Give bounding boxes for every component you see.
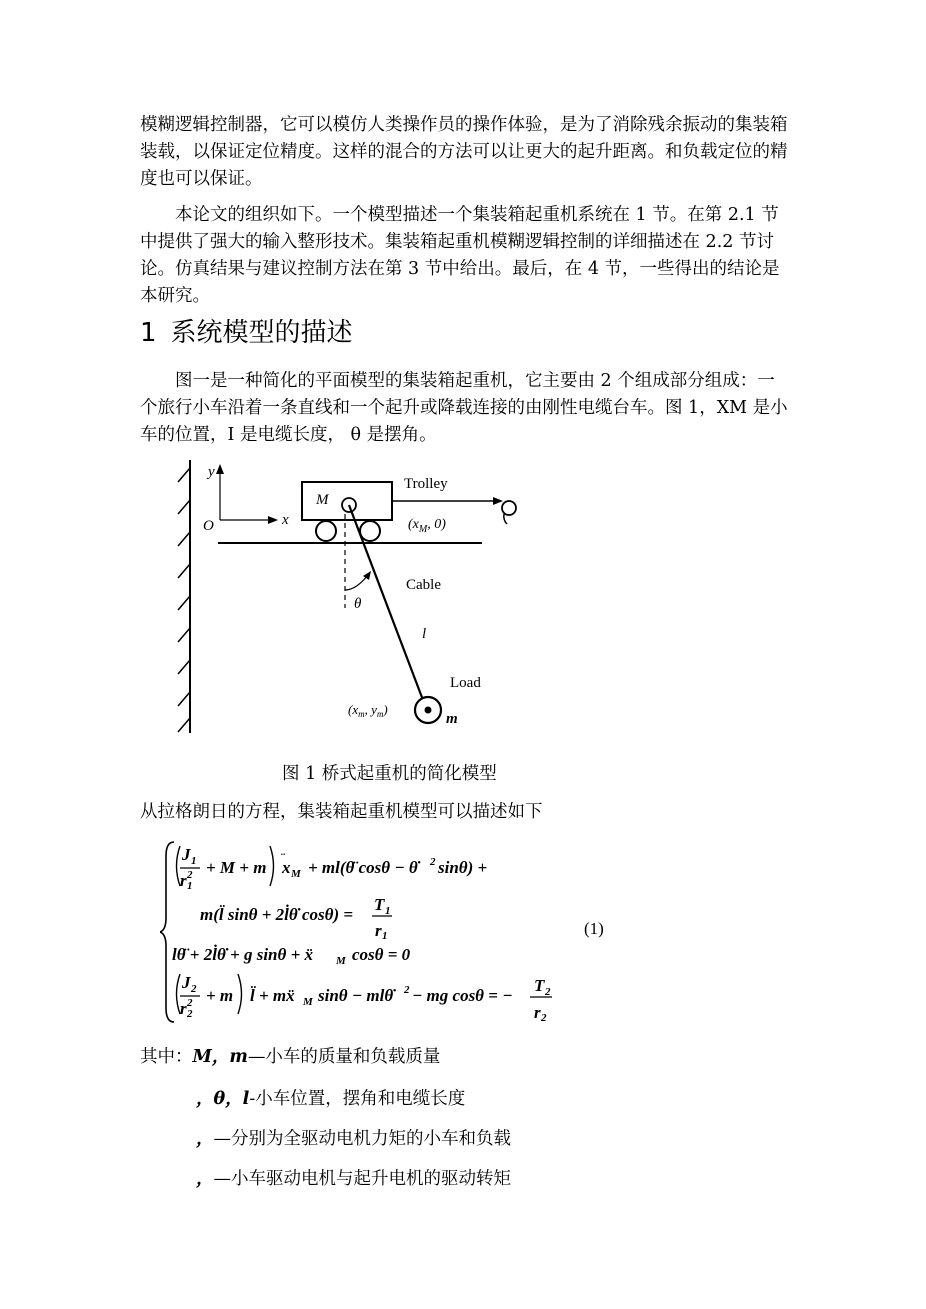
svg-text:T: T [374,895,385,914]
svg-text:cosθ = 0: cosθ = 0 [352,945,411,964]
svg-text:2: 2 [404,984,410,996]
svg-text:r: r [180,871,187,890]
definition-text: -小车位置，摆角和电缆长度 [249,1089,466,1109]
origin-label: O [203,518,214,534]
definition-row-torques [196,1165,511,1190]
definition-text: —分别为全驱动电机力矩的小车和负载 [213,1129,511,1149]
load-center [425,707,432,714]
svg-text:2: 2 [187,869,193,881]
svg-text:2: 2 [430,856,436,868]
svg-text:̈ [281,853,285,856]
theta-label: θ [354,596,362,612]
definition-row-masses [140,1043,440,1068]
svg-text:r: r [375,921,382,940]
svg-text:l̈ + mẍ: l̈ + mẍ [250,986,295,1005]
definition-symbols: ， [196,1169,214,1189]
svg-text:m(l̈ sinθ + 2l̇θ̇ cosθ) =: m(l̈ sinθ + 2l̇θ̇ cosθ) = [200,905,354,924]
load-mass-label: m [446,711,458,727]
svg-text:sinθ − mlθ̇: sinθ − mlθ̇ [318,986,394,1005]
theta-arc [345,575,368,590]
svg-text:+ m: + m [206,986,234,1005]
equation-intro: 从拉格朗日的方程，集装箱起重机模型可以描述如下 [140,802,543,822]
equation-number: (1) [584,919,604,938]
section-heading [140,312,353,349]
definition-prefix: 其中： [140,1047,193,1067]
svg-text:− mg cosθ = −: − mg cosθ = − [412,986,513,1005]
svg-text:2: 2 [545,986,551,998]
trolley-wheel-right [360,521,380,541]
svg-text:M: M [303,996,313,1008]
svg-text:2: 2 [191,983,197,995]
trolley-label: Trolley [404,476,448,492]
paragraph-intro: 模糊逻辑控制器，它可以模仿人类操作员的操作体验，是为了消除残余振动的集装箱装载，以保证定位精度。这样的混合的方法可以让更大的起升距离。和负载定位的精度也可以保证。 [140,115,788,189]
svg-text:1: 1 [385,905,391,917]
paragraph-organization: 本论文的组织如下。一个模型描述一个集装箱起重机系统在 1 节。在第 2.1 节中提供了强大的输入整形技术。集装箱起重机模糊逻辑控制的详细描述在 2.2 节讨论。仿真结果与建议控制方法在第 3 节中给出。最后，在 4 节，一些得出的结论是本研究。 [140,205,780,306]
svg-text:2: 2 [187,997,193,1009]
svg-text:1: 1 [187,880,193,892]
svg-text:2: 2 [187,1008,193,1020]
load-position-label: ($x_m$, $y_m$) [348,702,388,719]
svg-text:sinθ) +: sinθ) + [438,858,488,877]
svg-text:r: r [534,1003,541,1022]
definition-symbols: ， [196,1129,214,1149]
equation-block [160,836,630,1035]
paragraph-model: 图一是一种简化的平面模型的集装箱起重机，它主要由 2 个组成部分组成：一个旅行小车沿着一条直线和一个起升或降载连接的由刚性电缆台车。图 1，XM 是小车的位置，I 是电缆长度， θ 是摆角。 [140,371,788,445]
section-title: 系统模型的描述 [170,318,353,348]
figure-caption: 图 1 桥式起重机的简化模型 [282,764,497,784]
definition-row-forces [196,1125,511,1150]
trolley-mass-label: M [316,492,329,508]
length-label: l [422,626,427,642]
x-axis-label: x [282,512,289,528]
load-label: Load [450,675,481,691]
definition-text: —小车的质量和负载质量 [247,1047,441,1067]
svg-text:T: T [534,976,545,995]
definition-row-position [196,1085,465,1110]
svg-text:1: 1 [191,855,197,867]
definition-symbols: ，θ，l [196,1089,250,1109]
svg-text:M: M [291,868,301,880]
svg-text:M: M [336,955,346,967]
crane-diagram [170,458,550,743]
wall-hatching [178,468,190,732]
svg-text:x: x [282,858,291,877]
svg-text:+ ml(θ̈ cosθ − θ̇: + ml(θ̈ cosθ − θ̇ [308,858,418,877]
lagrange-equations [160,836,630,1031]
svg-text:r: r [180,999,187,1018]
trolley-wheel-left [316,521,336,541]
trolley-force-arrow [493,497,503,505]
svg-text:1: 1 [382,930,388,942]
svg-text:J: J [182,973,191,992]
y-axis-label: y [208,464,215,480]
svg-text:2: 2 [541,1012,547,1024]
trolley-position-label: ($x_M$, 0) [408,517,446,535]
svg-text:J: J [182,845,191,864]
y-axis-arrow [216,464,224,474]
cable-label: Cable [406,577,441,593]
definition-text: —小车驱动电机与起升电机的驱动转矩 [213,1169,511,1189]
section-number: 1 [140,318,157,348]
drive-pulley [502,501,516,515]
svg-text:+ M + m: + M + m [206,858,267,877]
svg-text:lθ̈ + 2l̇θ̇ + g sinθ + ẍ: lθ̈ + 2l̇θ̇ + g sinθ + ẍ [172,945,314,964]
definition-symbols: M，m [192,1047,248,1067]
x-axis-arrow [268,516,278,524]
crane-figure [170,458,550,747]
